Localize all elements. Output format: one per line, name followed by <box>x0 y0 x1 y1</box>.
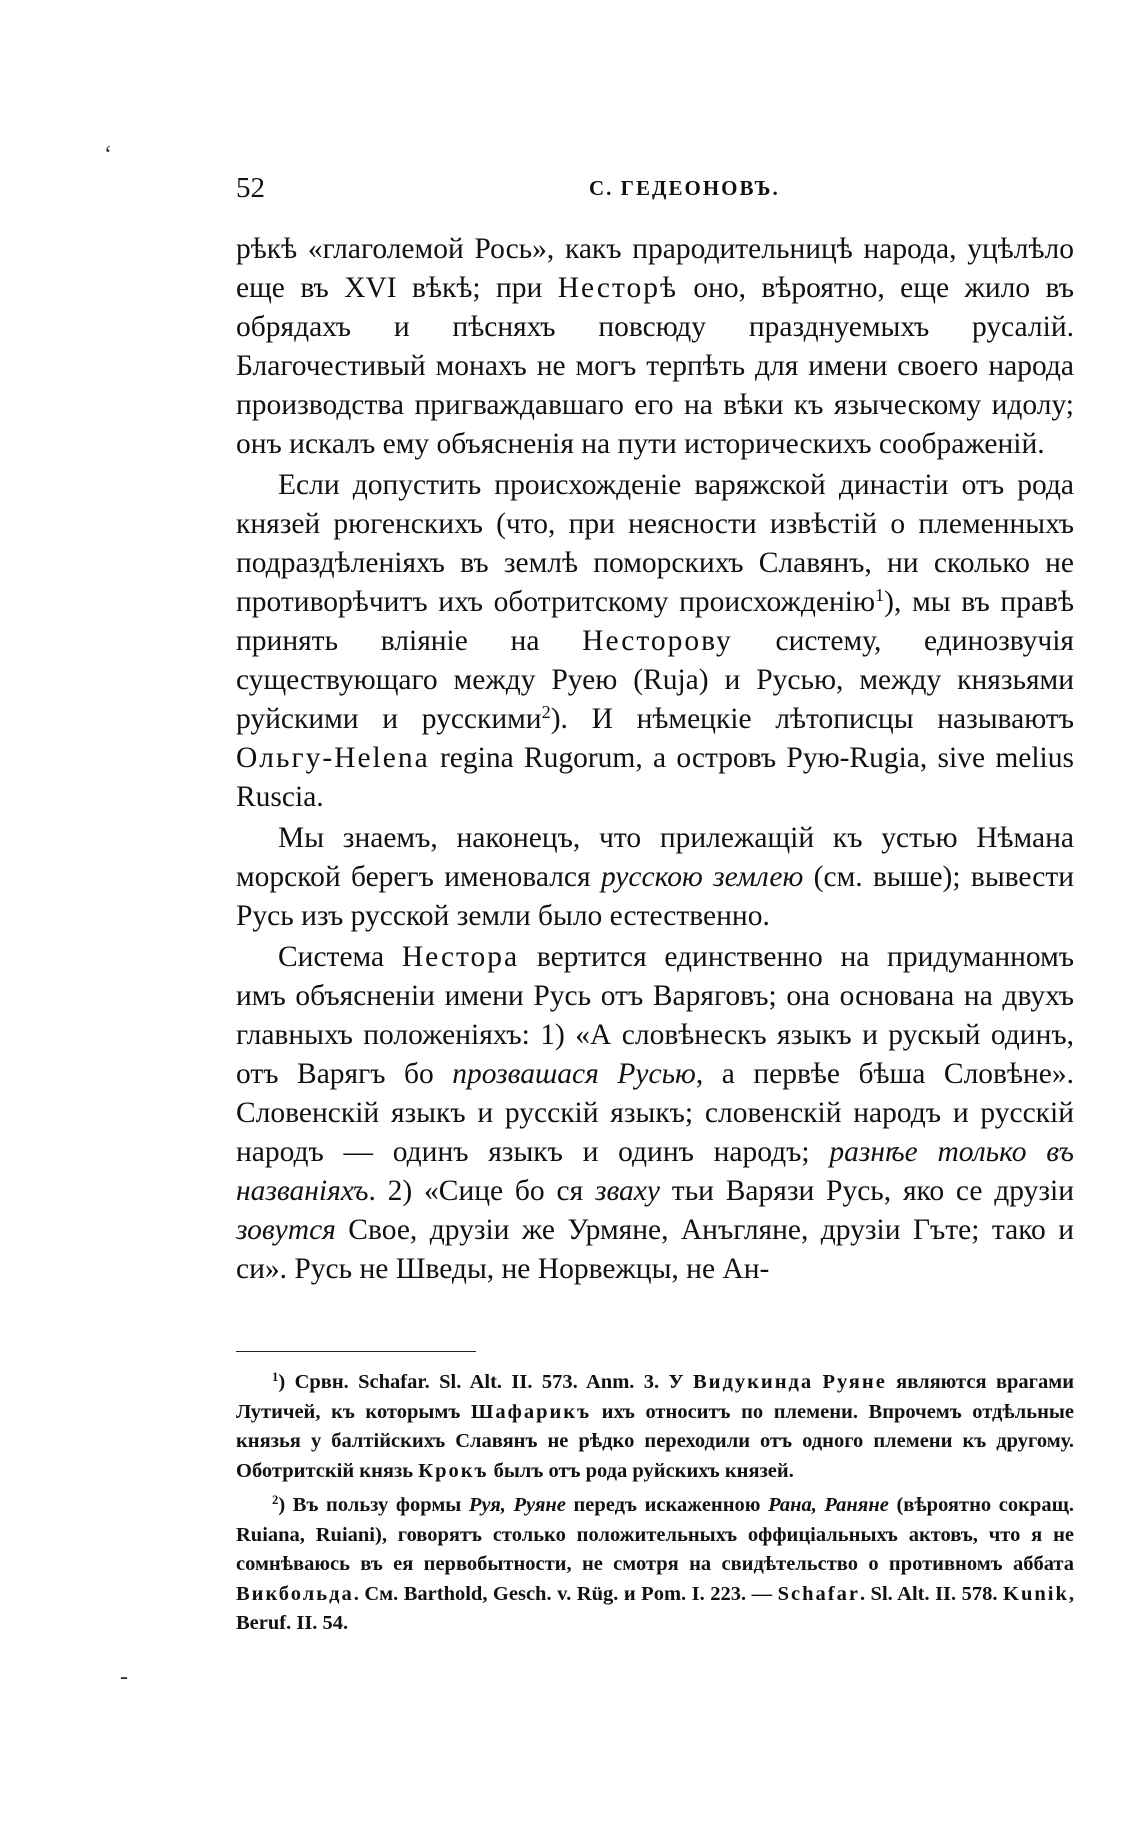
paragraph-4 <box>236 938 1074 1289</box>
page-header <box>236 172 1076 216</box>
text-run: Если допустить происхожденіе варяжской династіи отъ рода князей рюгенскихъ (что, при неясности извѣстій о племенныхъ подраздѣленіяхъ въ землѣ поморскихъ Славянъ, ни сколько не противорѣчитъ ихъ оботритскому происхожденію <box>236 469 1074 618</box>
spaced-name: Руяне <box>822 1371 887 1393</box>
text-run: являются врагами Лутичей, къ которымъ <box>236 1371 1075 1423</box>
spaced-name: Ольгу-Helena <box>236 742 430 774</box>
main-text <box>236 230 1074 1289</box>
text-run: , Beruf. II. 54. <box>236 1582 1075 1634</box>
text-run: Система <box>278 941 402 973</box>
spaced-name: Несторову <box>582 625 733 657</box>
spaced-name: Несторѣ <box>557 272 678 304</box>
text-run: . См. Barthold, Gesch. v. Rüg. и Pom. I. 223. — <box>353 1582 778 1605</box>
footnote-marker: 1 <box>272 1370 279 1385</box>
text-run: Мы знаемъ, наконецъ, что прилежащій къ устью Нѣмана морской берегъ именовался <box>236 822 1074 893</box>
italic-phrase: прозвашася Русью <box>452 1058 696 1090</box>
text-run: regina Rugorum, а островъ Рую-Rugia, sive melius Ruscia. <box>236 742 1074 813</box>
italic-phrase: Руя, Руяне <box>468 1494 566 1516</box>
spaced-name: Шафарикъ <box>470 1400 592 1423</box>
footnote-marker: 2 <box>272 1493 279 1508</box>
paragraph-3 <box>236 819 1074 936</box>
text-run: ) Въ пользу формы <box>278 1494 469 1516</box>
text-run: . 2) «Сице бо ся <box>368 1175 595 1207</box>
paragraph-1 <box>236 230 1074 464</box>
text-run: (вѣроятно сокращ. Ruiana, Ruiani), говорятъ столько положительныхъ оффиціальныхъ актовъ, что я не сомнѣваюсь въ ея первобытности, не смотря на свидѣтельство о противномъ аббата <box>236 1494 1074 1575</box>
text-run: , а первѣе бѣша Словѣне». Словенскій языкъ и русскій языкъ; словенскій народъ и русскій народъ — одинъ языкъ и одинъ народъ; <box>236 1058 1074 1168</box>
spaced-name: Видукинда <box>692 1371 814 1393</box>
paragraph-2 <box>236 466 1074 817</box>
text-run: ). И нѣмецкіе лѣтописцы называютъ <box>550 703 1074 735</box>
spaced-name: Нестора <box>401 941 520 973</box>
italic-phrase: Рана, Раняне <box>768 1494 889 1516</box>
italic-phrase: русскою землею <box>600 861 804 893</box>
spaced-name: Schafar <box>777 1582 860 1605</box>
text-run: . Sl. Alt. II. 578. <box>859 1582 1004 1605</box>
italic-phrase: зовутся <box>236 1214 336 1246</box>
text-run: ихъ относитъ по племени. Впрочемъ отдѣльные князья у балтійскихъ Славянъ не рѣдко переходили отъ одного племени къ другому. Оботритскій князь <box>236 1400 1074 1482</box>
text-run: рѣкѣ «глаголемой Рось», какъ прародительницѣ народа, уцѣлѣло еще въ XVI вѣкѣ; при <box>236 233 1074 304</box>
footnote-2 <box>236 1491 1074 1639</box>
text-run: передъ искаженною <box>565 1494 769 1516</box>
text-run: (см. выше); вывести Русь изъ русской земли было естественно. <box>236 861 1075 932</box>
footnotes <box>236 1368 1074 1639</box>
running-head: С. ГЕДЕОНОВЪ. <box>589 176 780 200</box>
margin-tick-mark: ‘ <box>104 142 112 168</box>
footnote-divider <box>236 1351 476 1352</box>
spaced-name: Крокъ <box>418 1459 489 1482</box>
page-number: 52 <box>236 172 265 204</box>
spaced-name: Kunik <box>1003 1582 1069 1605</box>
margin-dash-mark: - <box>120 1664 128 1690</box>
footnote-1 <box>236 1368 1074 1486</box>
text-run: тьи Варязи Русь, яко се друзіи <box>660 1175 1074 1207</box>
text-run: былъ отъ рода руйскихъ князей. <box>488 1459 794 1482</box>
text-run: Свое, друзіи же Урмяне, Анъгляне, друзіи Гъте; тако и си». Русь не Шведы, не Норвежцы, не Ан- <box>236 1214 1074 1285</box>
text-run: ), мы въ правѣ принять вліяніе на <box>236 586 1074 657</box>
text-run: систему, единозвучія существующаго между Руею (Ruja) и Русью, между князьями руйскими и русскими <box>236 625 1075 735</box>
footnote-ref-1: 1 <box>875 584 885 605</box>
text-run: оно, вѣроятно, еще жило въ обрядахъ и пѣсняхъ повсюду празднуемыхъ русалій. Благочестивый монахъ не могъ терпѣть для имени своего народа производства пригваждавшаго его на вѣки къ языческому идолу; онъ искалъ ему объясненія на пути историческихъ соображеній. <box>236 272 1074 460</box>
spaced-name: Викбольда <box>236 1582 354 1605</box>
text-run <box>813 1371 822 1393</box>
italic-phrase: разнѣе только въ названіяхъ <box>236 1136 1074 1207</box>
footnote-ref-2: 2 <box>541 701 551 722</box>
text-run: ) Срвн. Schafar. Sl. Alt. II. 573. Anm. 3. У <box>278 1371 693 1393</box>
italic-phrase: зваху <box>594 1175 660 1207</box>
text-run: вертится единственно на придуманномъ имъ объясненіи имени Русь отъ Варяговъ; она основана на двухъ главныхъ положеніяхъ: 1) «А словѣнескъ языкъ и рускый одинъ, отъ Варягъ бо <box>236 941 1074 1090</box>
